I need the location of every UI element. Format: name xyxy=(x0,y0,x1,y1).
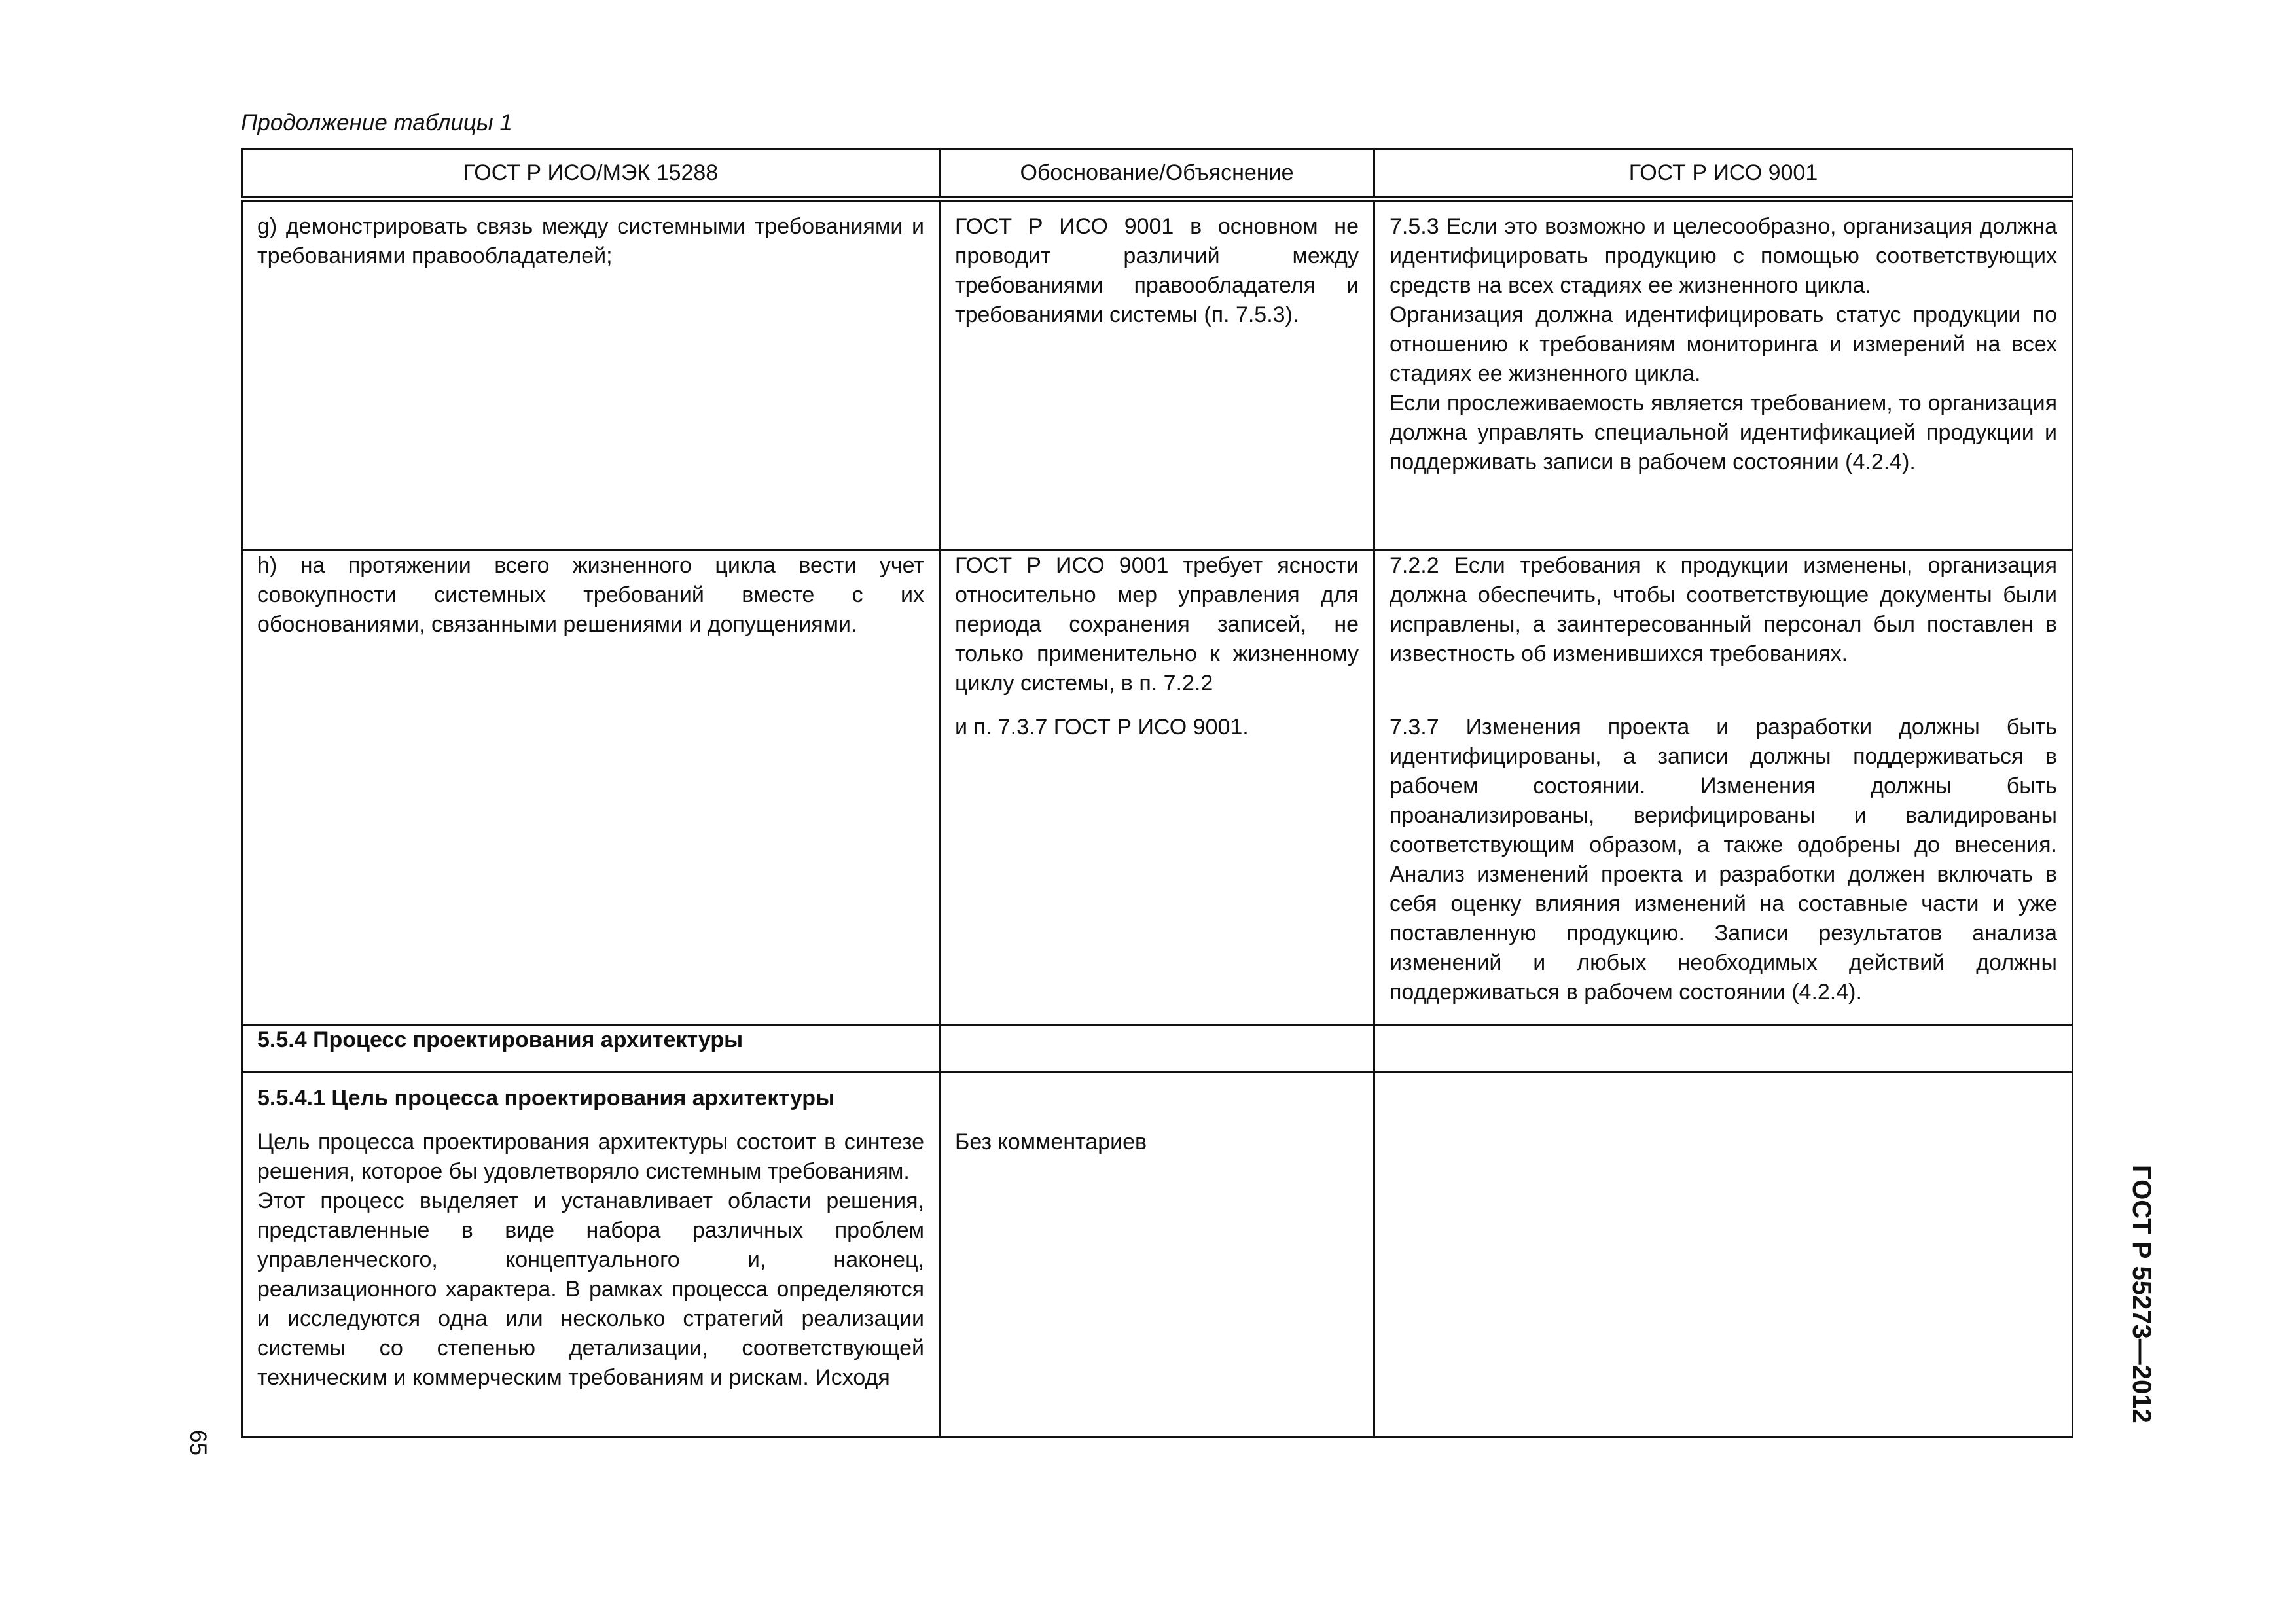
row-g-requirement: g) демонстрировать связь между системными требованиями и требованиями правообладателей; xyxy=(257,214,924,268)
row-g-iso9001-p2: Организация должна идентифицировать статус продукции по отношению к требованиям мониторинга и измерений на всех стадиях ее жизненного цикла. xyxy=(1390,302,2057,386)
row-h-iso9001-p1: 7.2.2 Если требования к продукции изменены, организация должна обеспечить, чтобы соответствующие документы были исправлены, а заинтересованный персонал был поставлен в известность об изменившихся требованиях. xyxy=(1390,553,2057,666)
comparison-table xyxy=(241,148,2073,1438)
row-5541-text-p2: Этот процесс выделяет и устанавливает области решения, представленные в виде набора различных проблем управленческого, концептуального и, наконец, реализационного характера. В рамках процесса определяются и исследуются одна или несколько стратегий реализации системы со степенью детализации, соответствующей техническим и коммерческим требованиям и рискам. Исходя xyxy=(257,1188,924,1390)
row-h-requirement: h) на протяжении всего жизненного цикла вести учет совокупности системных требований вместе с их обоснованиями, связанными решениями и допущениями. xyxy=(257,553,924,637)
row-g-justification: ГОСТ Р ИСО 9001 в основном не проводит различий между требованиями правообладателя и требованиями системы (п. 7.5.3). xyxy=(955,214,1359,327)
table-row xyxy=(242,199,2073,550)
header-gost-iso-iec-15288: ГОСТ Р ИСО/МЭК 15288 xyxy=(242,149,940,199)
row-g-iso9001-p3: Если прослеживаемость является требованием, то организация должна управлять специальной идентификацией продукции и поддерживать записи в рабочем состоянии (4.2.4). xyxy=(1390,391,2057,474)
row-h-justification-p2: и п. 7.3.7 ГОСТ Р ИСО 9001. xyxy=(955,715,1249,740)
header-justification: Обоснование/Объяснение xyxy=(940,149,1374,199)
table-header-row xyxy=(242,149,2073,199)
section-title-5541: 5.5.4.1 Цель процесса проектирования архитектуры xyxy=(257,1086,835,1111)
row-5541-col3 xyxy=(1374,1073,2073,1438)
row-h-col2 xyxy=(940,550,1374,1025)
row-h-justification-p1: ГОСТ Р ИСО 9001 требует ясности относительно мер управления для периода сохранения записей, не только применительно к жизненному циклу системы, в п. 7.2.2 xyxy=(955,553,1359,696)
page-number: 65 xyxy=(185,1430,211,1455)
section-title-554: 5.5.4 Процесс проектирования архитектуры xyxy=(257,1027,744,1052)
row-554-col2 xyxy=(940,1025,1374,1073)
row-5541-col2 xyxy=(940,1073,1374,1438)
document-id: ГОСТ Р 55273—2012 xyxy=(2127,1165,2156,1423)
row-g-col3 xyxy=(1374,199,2073,550)
row-5541-justification: Без комментариев xyxy=(955,1130,1147,1154)
row-h-col1 xyxy=(242,550,940,1025)
row-h-col3 xyxy=(1374,550,2073,1025)
header-gost-iso-9001: ГОСТ Р ИСО 9001 xyxy=(1374,149,2073,199)
row-g-col2 xyxy=(940,199,1374,550)
row-g-col1 xyxy=(242,199,940,550)
table-caption: Продолжение таблицы 1 xyxy=(241,110,512,135)
row-5541-text-p1: Цель процесса проектирования архитектуры состоит в синтезе решения, которое бы удовлетворяло системным требованиям. xyxy=(257,1130,924,1184)
row-g-iso9001-p1: 7.5.3 Если это возможно и целесообразно, организация должна идентифицировать продукцию с помощью соответствующих средств на всех стадиях ее жизненного цикла. xyxy=(1390,214,2057,298)
table-row xyxy=(242,1073,2073,1438)
row-554-col3 xyxy=(1374,1025,2073,1073)
row-5541-col1 xyxy=(242,1073,940,1438)
row-h-iso9001-p2: 7.3.7 Изменения проекта и разработки должны быть идентифицированы, а записи должны поддерживаться в рабочем состоянии. Изменения должны быть проанализированы, верифицированы и валидированы соответствующим образом, а также одобрены до внесения. Анализ изменений проекта и разработки должен включать в себя оценку влияния изменений на составные части и уже поставленную продукцию. Записи результатов анализа изменений и любых необходимых действий должны поддерживаться в рабочем состоянии (4.2.4). xyxy=(1390,715,2057,1005)
row-554-col1 xyxy=(242,1025,940,1073)
table-row xyxy=(242,1025,2073,1073)
table-row xyxy=(242,550,2073,1025)
